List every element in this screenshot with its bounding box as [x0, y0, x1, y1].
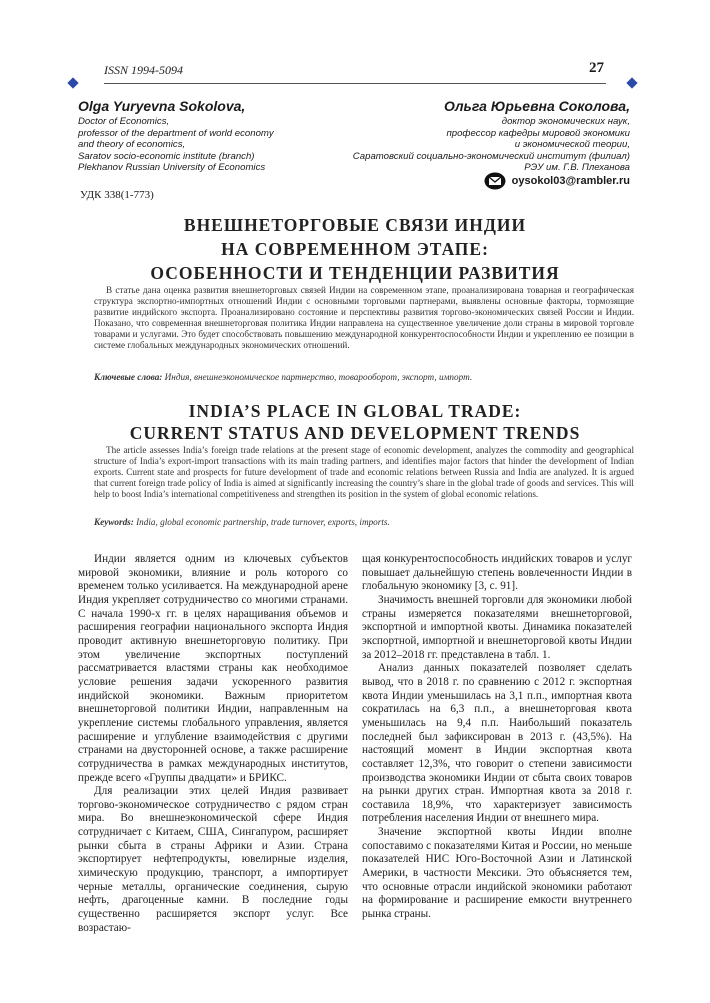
article-title-en: [78, 400, 632, 444]
title-line: INDIA’S PLACE IN GLOBAL TRADE:: [188, 401, 522, 421]
udk-code: УДК 338(1-773): [80, 189, 154, 201]
author-affiliation-line: РЭУ им. Г.В. Плеханова: [524, 162, 630, 174]
diamond-ornament-icon: [626, 77, 637, 88]
author-affiliation-line: and theory of economics,: [78, 139, 186, 151]
body-paragraph: Для реализации этих целей Индия развивает торгово-экономическое сотрудничество с рядом стран мира. Во внешнеэкономической сфере Индия сотрудничает с Китаем, США, Сингапуром, расширяет рынки сбыта в страны Африки и Азии. Страна экспортирует нефтепродукты, ювелирные изделия, химическую продукцию, транспорт, а импортирует черные металлы, органические соединения, сырую нефть, драгоценные камни. В последние годы существенно расширяется экспорт услуг. Все возрастаю-: [78, 785, 348, 934]
author-block-ru: [300, 98, 630, 174]
header-rule: [104, 83, 606, 84]
issn: ISSN 1994-5094: [104, 63, 183, 77]
body-paragraph: Индии является одним из ключевых субъектов мировой экономики, влияние и роль которого со временем только усиливается. На международной арене Индия укрепляет сотрудничество со многими странами. С начала 1990-х гг. в целях наращивания объемов и расширения географии национального экспорта Индия проводит активную внешнеторговую политику. При этом увеличение экспортных поступлений рассматривается властями страны как необходимое условие решения задачи ускоренного развития индийской экономики. Важным приоритетом внешнеторговой политики Индии, направленным на укрепление системы глобального управления, является расширение и углубление взаимодействия с другими странами на двусторонней основе, а также расширение сотрудничества в рамках международных институтов, прежде всего «Группы двадцати» и БРИКС.: [78, 553, 348, 784]
email-icon: [484, 172, 506, 190]
author-affiliation-line: Saratov socio-economic institute (branch): [78, 150, 255, 162]
body-paragraph: Значение экспортной квоты Индии вполне сопоставимо с показателями Китая и России, но меньше показателей НИС Юго-Восточной Азии и Латинской Америки, в частности Мексики. Это объясняется тем, что основные отрасли индийской экономики работают на формирование и расширение емкости внутреннего рынка страны.: [362, 826, 632, 921]
author-affiliation-line: доктор экономических наук,: [501, 116, 630, 127]
diamond-ornament-icon: [67, 77, 78, 88]
author-email-row: [484, 172, 630, 190]
author-affiliation-line: Doctor of Economics,: [78, 116, 170, 127]
keywords-label: Keywords:: [94, 517, 134, 527]
keywords-text: India, global economic partnership, trade turnover, exports, imports.: [136, 517, 390, 527]
author-affiliation-line: и экономической теории,: [514, 139, 630, 151]
title-line: НА СОВРЕМЕННОМ ЭТАПЕ:: [221, 239, 489, 259]
body-paragraph: щая конкурентоспособность индийских товаров и услуг повышает дальнейшую степень вовлеченности Индии в глобальную экономику [3, с. 91].: [362, 553, 632, 593]
page-number: 27: [589, 60, 604, 76]
abstract-ru: В статье дана оценка развития внешнеторговых связей Индии на современном этапе, проанализирована товарная и географическая структура экспортно-импортных отношений Индии с основными торговыми партнерами, выявлены основные факторы, тормозящие развитие индийского экспорта. Проанализировано состояние и перспективы развития торгово-экономических связей России и Индии. Показано, что современная внешнеторговая политика Индии направлена на существенное увеличение доли страны в мировой торговле товарами и услугами. Это будет способствовать повышению международной конкурентоспособности Индии и укреплению ее позиции в системе глобальных международных экономических отношений.: [94, 285, 634, 351]
keywords-ru: [94, 372, 634, 382]
author-name-ru: Ольга Юрьевна Соколова,: [443, 98, 630, 114]
author-affiliation-line: professor of the department of world economy: [78, 127, 274, 139]
body-column-left: [78, 553, 348, 935]
keywords-label: Ключевые слова:: [94, 372, 163, 382]
body-paragraph: Анализ данных показателей позволяет сделать вывод, что в 2018 г. по сравнению с 2012 г. экспортная квота Индии уменьшилась на 3,1 п.п., импортная квота сократилась на 6,3 п.п., а внешнеторговая квота уменьшилась на 9,4 п.п. Наибольший показатель последней был зафиксирован в 2013 г. (43,5%). На настоящий момент в Индии экспортная квота составляет 12,3%, что говорит о степени зависимости производства экономики Индии от сбыта своих товаров на рынки других стран. Импортная квота за 2018 г. составила 18,9%, что характеризует зависимость потребления населения Индии от внешнего мира.: [362, 662, 632, 825]
author-affiliation-line: профессор кафедры мировой экономики: [446, 127, 630, 139]
author-email[interactable]: oysokol03@rambler.ru: [511, 175, 630, 187]
body-column-right: [362, 553, 632, 922]
title-line: ОСОБЕННОСТИ И ТЕНДЕНЦИИ РАЗВИТИЯ: [150, 263, 560, 283]
article-title-ru: [78, 213, 632, 285]
keywords-text: Индия, внешнеэкономическое партнерство, товарооборот, экспорт, импорт.: [164, 372, 473, 382]
author-affiliation-line: Саратовский социально-экономический институт (филиал): [352, 150, 630, 162]
body-paragraph: Значимость внешней торговли для экономики любой страны измеряется показателями внешнеторговой, экспортной и импортной квоты. Динамика показателей экспортной, импортной и внешнеторговой квоты Индии за 2012–2018 гг. представлена в табл. 1.: [362, 593, 632, 661]
keywords-en: [94, 517, 634, 527]
title-line: CURRENT STATUS AND DEVELOPMENT TRENDS: [129, 423, 581, 443]
author-name-en: Olga Yuryevna Sokolova,: [78, 98, 246, 114]
author-affiliation-line: Plekhanov Russian University of Economics: [78, 162, 266, 174]
abstract-en: The article assesses India’s foreign trade relations at the present stage of economic development, analyzes the commodity and geographical structure of India’s export-import transactions with its main trading partners, and identifies major factors that hinder the development of Indian exports. Current state and prospects for future development of trade and economic relations between Russia and India are analyzed. It is argued that current foreign trade policy of India is aimed at significantly increasing the country’s share in the global trade of goods and services. This will help to boost India’s international competitiveness and strengthen its position in the system of global economic relations.: [94, 445, 634, 500]
title-line: ВНЕШНЕТОРГОВЫЕ СВЯЗИ ИНДИИ: [183, 215, 527, 235]
